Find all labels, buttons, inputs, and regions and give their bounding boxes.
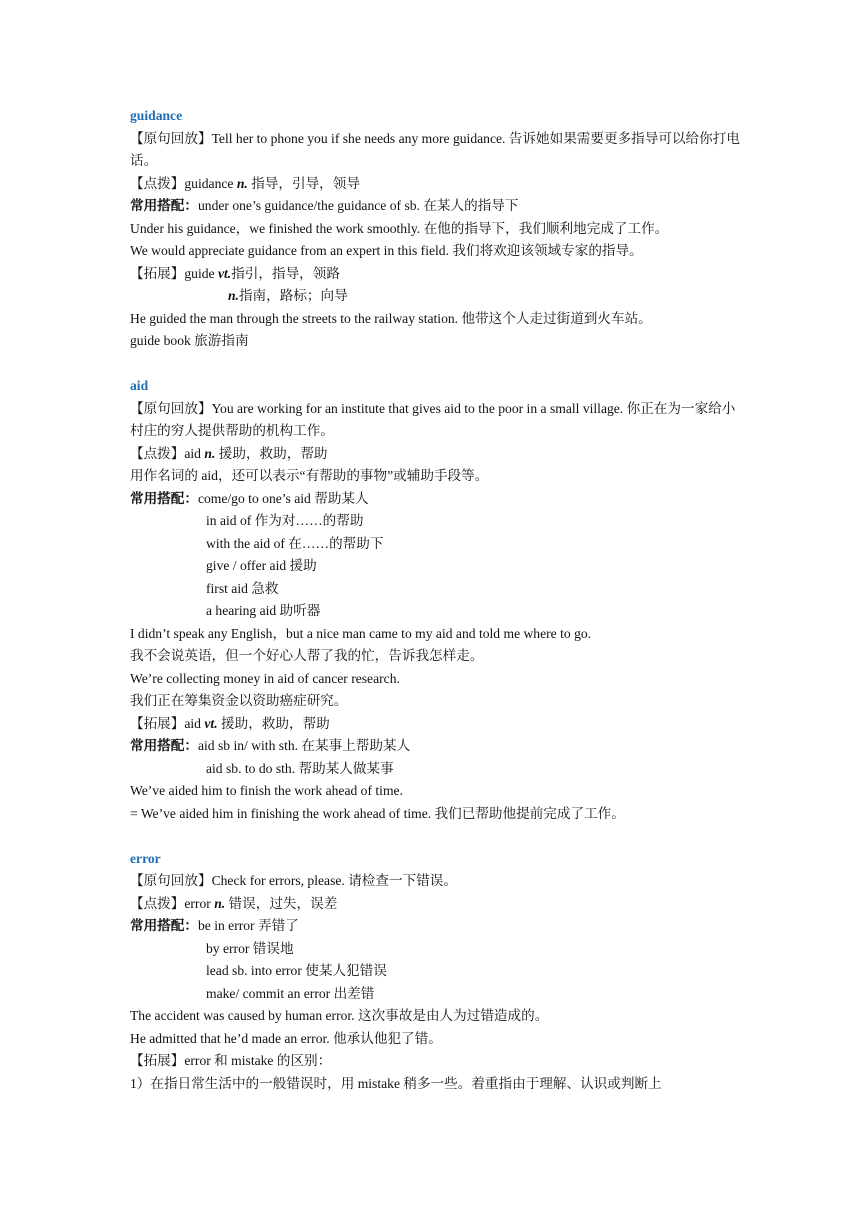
extension-line: 【拓展】aid vt. 援助，救助，帮助 xyxy=(130,715,330,731)
collocation-item: lead sb. into error 使某人犯错误 xyxy=(206,963,387,978)
extension-line: 【拓展】guide vt.指引，指导，领路 xyxy=(130,265,340,281)
headword-error: error xyxy=(130,850,161,866)
collocation-item: a hearing aid 助听器 xyxy=(206,603,321,618)
tip-line: 【点拨】error n. 错误，过失，误差 xyxy=(130,895,338,911)
example-translation: 我们正在筹集资金以资助癌症研究。 xyxy=(130,693,348,708)
collocation-item: by error 错误地 xyxy=(206,940,294,956)
extension-line: 【拓展】error 和 mistake 的区别： xyxy=(130,1053,332,1068)
collocation-line: 常用搭配：come/go to one’s aid 帮助某人 xyxy=(130,490,369,506)
collocation-item: make/ commit an error 出差错 xyxy=(206,985,375,1001)
collocation-item: aid sb. to do sth. 帮助某人做某事 xyxy=(206,760,394,776)
document-page xyxy=(130,105,740,1095)
section-gap xyxy=(130,353,740,376)
section-gap xyxy=(130,825,740,848)
example-sentence: The accident was caused by human error. 这次事故是由人为过错造成的。 xyxy=(130,1008,549,1023)
example-sentence: We’re collecting money in aid of cancer research. xyxy=(130,670,400,686)
collocation-item: give / offer aid 援助 xyxy=(206,558,317,573)
collocation-item: with the aid of 在……的帮助下 xyxy=(206,535,384,551)
extension-line-2: n.指南，路标；向导 xyxy=(228,288,348,303)
example-sentence: We would appreciate guidance from an expert in this field. 我们将欢迎该领域专家的指导。 xyxy=(130,243,643,258)
original-sentence: 【原句回放】Check for errors, please. 请检查一下错误。 xyxy=(130,873,457,888)
collocation-line: 常用搭配：aid sb in/ with sth. 在某事上帮助某人 xyxy=(130,738,411,753)
collocation-line: 常用搭配：under one’s guidance/the guidance of sb. 在某人的指导下 xyxy=(130,198,519,213)
example-sentence: = We’ve aided him in finishing the work ahead of time. 我们已帮助他提前完成了工作。 xyxy=(130,805,625,821)
numbered-point: 1）在指日常生活中的一般错误时，用 mistake 稍多一些。着重指由于理解、认识或判断上 xyxy=(130,1075,662,1091)
usage-note: 用作名词的 aid，还可以表示“有帮助的事物”或辅助手段等。 xyxy=(130,468,489,483)
original-sentence: 【原句回放】Tell her to phone you if she needs any more guidance. 告诉她如果需要更多指导可以给你打电话。 xyxy=(130,130,740,168)
tip-line: 【点拨】aid n. 援助，救助，帮助 xyxy=(130,445,328,461)
headword-guidance: guidance xyxy=(130,108,183,123)
collocation-item: first aid 急救 xyxy=(206,580,279,596)
example-translation: 我不会说英语，但一个好心人帮了我的忙，告诉我怎样走。 xyxy=(130,648,484,663)
original-sentence: 【原句回放】You are working for an institute that gives aid to the poor in a small village. 你正在为一家给小村庄的穷人提供帮助的机构工作。 xyxy=(130,400,736,438)
tip-line: 【点拨】guidance n. 指导，引导，领导 xyxy=(130,175,360,191)
example-sentence: guide book 旅游指南 xyxy=(130,333,249,348)
example-sentence: He guided the man through the streets to the railway station. 他带这个人走过街道到火车站。 xyxy=(130,310,652,326)
headword-aid: aid xyxy=(130,378,149,393)
example-sentence: He admitted that he’d made an error. 他承认他犯了错。 xyxy=(130,1030,442,1046)
example-sentence: We’ve aided him to finish the work ahead of time. xyxy=(130,783,403,798)
collocation-line: 常用搭配：be in error 弄错了 xyxy=(130,918,299,933)
example-sentence: I didn’t speak any English，but a nice man came to my aid and told me where to go. xyxy=(130,625,592,641)
collocation-item: in aid of 作为对……的帮助 xyxy=(206,513,364,528)
example-sentence: Under his guidance，we finished the work smoothly. 在他的指导下，我们顺利地完成了工作。 xyxy=(130,220,669,236)
